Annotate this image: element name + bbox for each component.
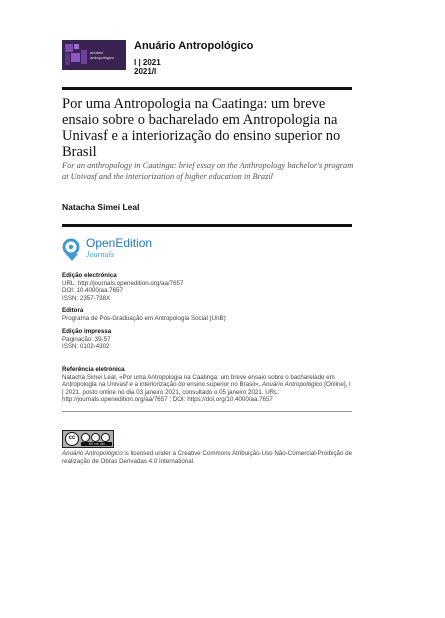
electronic-edition-heading: Edição electrónica: [62, 272, 117, 279]
openedition-icon: [62, 238, 84, 262]
publisher: [62, 307, 362, 322]
openedition-sub: Journals: [86, 250, 114, 259]
cc-badge-text: BY NC ND: [89, 442, 105, 446]
article-author: Natacha Simei Leal: [62, 202, 140, 212]
journal-logo: [62, 40, 126, 70]
journal-title: Anuário Antropológico: [134, 40, 254, 52]
license-rule: [62, 411, 352, 412]
by-icon: [81, 433, 90, 442]
cc-icon: cc: [65, 432, 79, 446]
logo-text: anuário antropológico: [90, 50, 115, 60]
author-rule: [62, 224, 352, 227]
electronic-reference-text[interactable]: Natacha Simei Leal, «Por uma Antropologia na Caatinga: um breve ensaio sobre o bacharelado em Antropologia na Univasf e a interiorização do ensino superior no Brasil», Anuário Antropológico [Online], I | 2021, posto online no dia 03 janeiro 2021, consultado o 05 janeiro 2021. URL: http://journals.openedition.org/aa/7657 ; DOI: https://doi.org/10.4000/aa.7657: [62, 373, 351, 404]
print-edition-heading: Edição impressa: [62, 328, 112, 335]
print-edition-pages: Paginação: 39-57: [62, 335, 111, 343]
electronic-edition: [62, 272, 362, 302]
header-rule: [62, 87, 352, 90]
article-title: Por uma Antropologia na Caatinga: um breve ensaio sobre o bacharelado em Antropologia na Univasf e a interiorização do ensino superior no Brasil: [62, 96, 341, 160]
openedition-name: OpenEdition: [86, 236, 153, 250]
electronic-edition-issn: ISSN: 2357-738X: [62, 294, 111, 302]
electronic-reference-heading: Referência eletrónica: [62, 366, 125, 373]
issue-number: I | 2021: [134, 58, 161, 67]
nd-icon: [101, 433, 110, 442]
nc-icon: [91, 433, 100, 442]
publisher-heading: Editora: [62, 307, 84, 314]
print-edition: [62, 328, 362, 351]
electronic-edition-url[interactable]: URL: http://journals.openedition.org/aa/7657: [62, 279, 184, 287]
publisher-name: Programa de Pós-Graduação em Antropologia Social (UnB): [62, 314, 226, 322]
article-subtitle: For an anthropology in Caatinga: brief essay on the Anthropology bachelor's program at Univasf and the interiorization of higher education in Brazil: [62, 161, 354, 181]
license-text: Anuário Antropológico is licensed under a Creative Commons Atribuição-Uso Não-Comercial-Proibição de realização de Obras Derivadas 4.0 International.: [62, 450, 353, 465]
openedition-logo[interactable]: [62, 236, 192, 264]
print-edition-issn: ISSN: 0102-4302: [62, 343, 110, 351]
electronic-reference: [62, 366, 354, 404]
issue-year: 2021/I: [134, 67, 157, 76]
creative-commons-badge[interactable]: [62, 430, 114, 448]
issue-info: [134, 58, 161, 76]
electronic-edition-doi[interactable]: DOI: 10.4000/aa.7657: [62, 287, 123, 295]
